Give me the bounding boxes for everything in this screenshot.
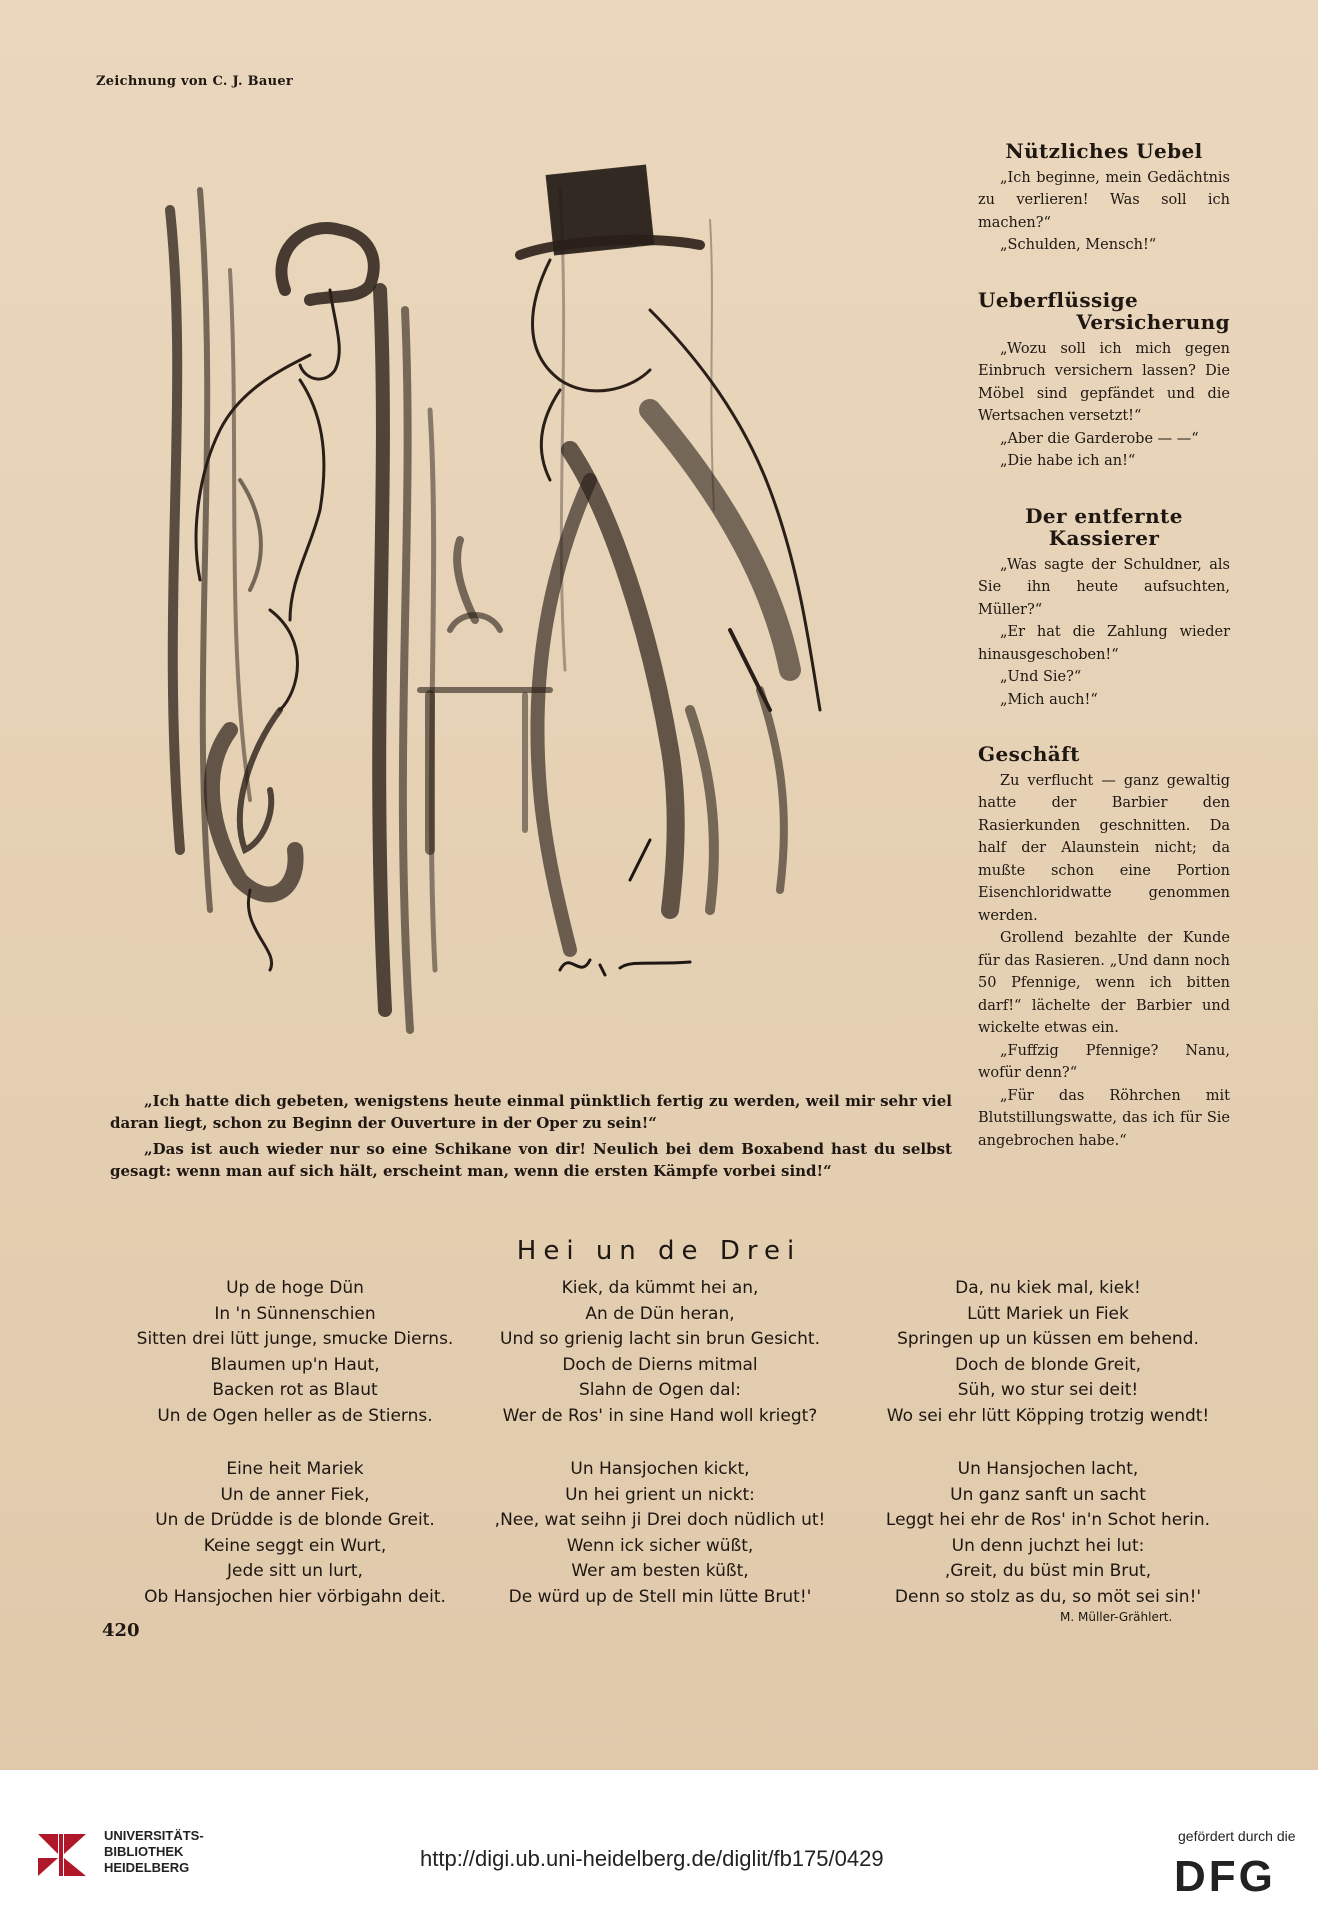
poem-line: Wenn ick sicher wüßt, bbox=[566, 1535, 754, 1556]
poem-line: Da, nu kiek mal, kiek! bbox=[955, 1278, 1141, 1298]
poem-line: Kiek, da kümmt hei an, bbox=[561, 1278, 759, 1298]
joke-text: „Mich auch!“ bbox=[1000, 691, 1098, 708]
joke-text: „Ich beginne, mein Gedächtnis zu verlieren! Was soll ich machen?“ bbox=[978, 169, 1230, 231]
poem-line: Doch de blonde Greit, bbox=[954, 1354, 1142, 1375]
joke-text: „Für das Röhrchen mit Blutstillungswatte, das ich für Sie angebrochen habe.“ bbox=[978, 1087, 1230, 1149]
joke-title-line: Versicherung bbox=[1076, 310, 1230, 334]
joke-title bbox=[978, 289, 1230, 334]
dfg-logo: DFG bbox=[1174, 1852, 1276, 1901]
poem-stanza bbox=[125, 1457, 465, 1610]
permalink-url[interactable]: http://digi.ub.uni-heidelberg.de/diglit/fb175/0429 bbox=[420, 1846, 884, 1871]
joke-text: „Die habe ich an!“ bbox=[1000, 453, 1136, 469]
poem-line: Un de anner Fiek, bbox=[220, 1484, 370, 1505]
poem-line: Backen rot as Blaut bbox=[212, 1380, 378, 1400]
poem-line: Keine seggt ein Wurt, bbox=[203, 1535, 387, 1556]
poem-line: Un hei grient un nickt: bbox=[565, 1484, 755, 1505]
poem-line: Und so grienig lacht sin brun Gesicht. bbox=[500, 1329, 820, 1349]
poem-line: Eine heit Mariek bbox=[226, 1459, 364, 1479]
poem-line: Sitten drei lütt junge, smucke Dierns. bbox=[136, 1329, 454, 1349]
joke-text: Zu verflucht — ganz gewaltig hatte der Barbier den Rasierkunden geschnitten. Da half der Alaunstein nicht; da mußte schon eine Portion Eisenchloridwatte genommen werden. bbox=[978, 772, 1230, 924]
joke-ueberfluessige-versicherung bbox=[978, 289, 1230, 473]
joke-text: „Schulden, Mensch!“ bbox=[1000, 237, 1157, 253]
jokes-column bbox=[978, 140, 1230, 1184]
caption-line: „Ich hatte dich gebeten, wenigstens heute einmal pünktlich fertig zu werden, weil mir sehr viel daran liegt, schon zu Beginn der Ouverture in der Oper zu sein!“ bbox=[110, 1092, 952, 1132]
poem-line: An de Dün heran, bbox=[585, 1303, 735, 1324]
poem-title: Hei un de Drei bbox=[516, 1236, 802, 1266]
poem-column bbox=[858, 1276, 1238, 1638]
poem-line: Un denn juchzt hei lut: bbox=[951, 1535, 1145, 1556]
joke-text: „Er hat die Zahlung wieder hinausgeschoben!“ bbox=[978, 624, 1230, 663]
poem-line: Un de Drüdde is de blonde Greit. bbox=[155, 1510, 435, 1530]
joke-text: „Was sagte der Schuldner, als Sie ihn heute aufsuchten, Müller?“ bbox=[978, 556, 1230, 618]
poem-line: Ob Hansjochen hier vörbigahn deit. bbox=[144, 1586, 446, 1607]
joke-text: „Aber die Garderobe — —“ bbox=[1000, 430, 1199, 447]
illustration-credit: Zeichnung von C. J. Bauer bbox=[96, 74, 294, 89]
joke-nuetzliches-uebel bbox=[978, 140, 1230, 257]
poem-line: Lütt Mariek un Fiek bbox=[967, 1303, 1129, 1324]
poem-stanza bbox=[460, 1276, 860, 1429]
poem-line: Up de hoge Dün bbox=[226, 1278, 364, 1298]
joke-title-line: Ueberflüssige bbox=[978, 287, 1139, 312]
poem-stanza bbox=[858, 1276, 1238, 1429]
poem-column bbox=[125, 1276, 465, 1638]
joke-der-entfernte-kassierer bbox=[978, 505, 1230, 712]
poem-line: Wer am besten küßt, bbox=[571, 1561, 749, 1581]
joke-text: „Und Sie?“ bbox=[1000, 669, 1082, 685]
poem-line: Un Hansjochen kickt, bbox=[570, 1459, 750, 1479]
funding-label: gefördert durch die bbox=[1178, 1828, 1296, 1844]
poem-stanza bbox=[125, 1276, 465, 1429]
illustration-caption bbox=[110, 1090, 952, 1186]
digitization-footer bbox=[0, 1770, 1318, 1929]
institution-line: HEIDELBERG bbox=[104, 1860, 190, 1875]
poem-line: ,Nee, wat seihn ji Drei doch nüdlich ut! bbox=[494, 1510, 826, 1530]
man-figure bbox=[520, 165, 820, 950]
poem-line: Süh, wo stur sei deit! bbox=[957, 1380, 1139, 1400]
university-library-name bbox=[104, 1828, 204, 1876]
poem-line: Wo sei ehr lütt Köpping trotzig wendt! bbox=[886, 1405, 1210, 1426]
woman-figure bbox=[196, 228, 374, 970]
poem-line: Jede sitt un lurt, bbox=[227, 1561, 363, 1581]
poem-line: Slahn de Ogen dal: bbox=[578, 1380, 741, 1400]
joke-text: „Wozu soll ich mich gegen Einbruch versichern lassen? Die Möbel sind gepfändet und die Wertsachen versetzt!“ bbox=[978, 340, 1230, 424]
joke-geschaeft bbox=[978, 743, 1230, 1152]
poem-line: Un ganz sanft un sacht bbox=[950, 1484, 1146, 1505]
joke-text: „Fuffzig Pfennige? Nanu, wofür denn?“ bbox=[978, 1042, 1230, 1081]
poem-line: Un Hansjochen lacht, bbox=[957, 1459, 1139, 1479]
joke-title: Geschäft bbox=[978, 742, 1080, 766]
page-number: 420 bbox=[102, 1620, 140, 1641]
poem-stanza bbox=[858, 1457, 1238, 1610]
poem-line: ,Greit, du büst min Brut, bbox=[944, 1561, 1152, 1581]
poem-line: Blaumen up'n Haut, bbox=[210, 1354, 380, 1375]
lamp-table bbox=[420, 540, 550, 850]
poem-stanza bbox=[460, 1457, 860, 1610]
university-library-logo-icon bbox=[34, 1830, 90, 1878]
poem-author: M. Müller-Grählert. bbox=[1060, 1610, 1173, 1624]
joke-title: Nützliches Uebel bbox=[1005, 139, 1203, 163]
poem-line: In 'n Sünnenschien bbox=[214, 1303, 376, 1324]
poem-column bbox=[460, 1276, 860, 1638]
poem-line: Leggt hei ehr de Ros' in'n Schot herin. bbox=[885, 1510, 1211, 1530]
institution-line: UNIVERSITÄTS- bbox=[104, 1828, 204, 1843]
caption-line: „Das ist auch wieder nur so eine Schikane von dir! Neulich bei dem Boxabend hast du selbst gesagt: wenn man auf sich hält, erscheint man, wenn die ersten Kämpfe vorbei sind!“ bbox=[110, 1140, 952, 1180]
poem-line: Doch de Dierns mitmal bbox=[562, 1354, 758, 1375]
poem-line: De würd up de Stell min lütte Brut!' bbox=[508, 1586, 812, 1607]
poem-line: Wer de Ros' in sine Hand woll kriegt? bbox=[502, 1405, 818, 1426]
poem-line: Denn so stolz as du, so möt sei sin!' bbox=[894, 1586, 1202, 1607]
illustration bbox=[130, 150, 960, 1070]
joke-title: Der entfernte Kassierer bbox=[1025, 503, 1183, 550]
poem-line: Un de Ogen heller as de Stierns. bbox=[157, 1405, 433, 1426]
institution-line: BIBLIOTHEK bbox=[104, 1844, 184, 1859]
joke-text: Grollend bezahlte der Kunde für das Rasieren. „Und dann noch 50 Pfennige, wenn ich bitten darf!“ lächelte der Barbier und wickelte etwas ein. bbox=[978, 930, 1230, 1036]
poem-line: Springen up un küssen em behend. bbox=[897, 1329, 1199, 1349]
